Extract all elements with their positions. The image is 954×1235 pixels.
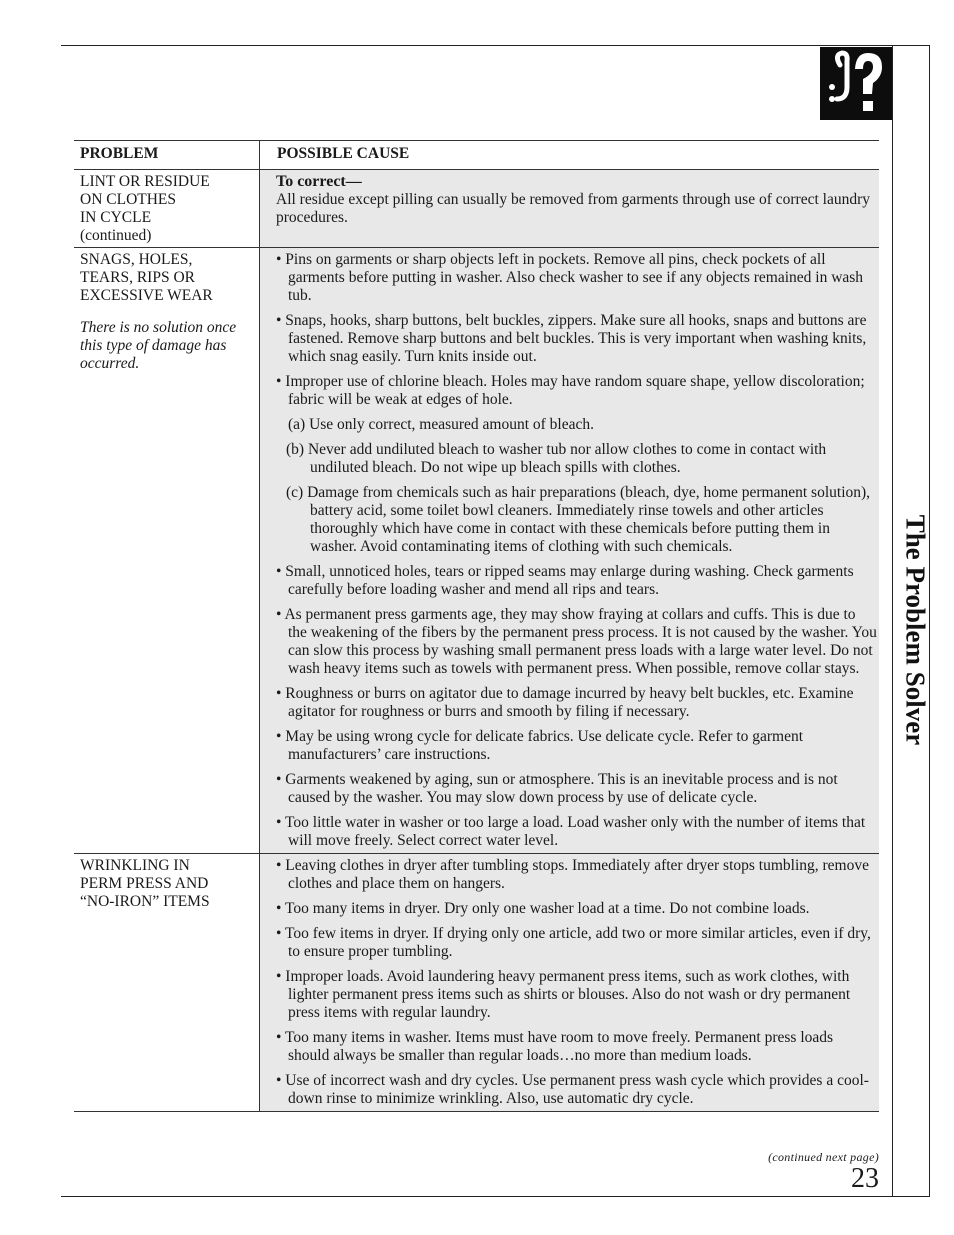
- problem-cell: WRINKLING IN PERM PRESS AND “NO-IRON” ITEMS: [74, 854, 260, 1112]
- list-item: • Leaving clothes in dryer after tumbling stops. Immediately after dryer stops tumbling, remove clothes and place them on hangers.: [276, 857, 869, 892]
- list-item: • Improper loads. Avoid laundering heavy permanent press items, such as work clothes, with lighter permanent press items such as shirts or blouses. Also do not wash or dry permanent press items with regular laundry.: [276, 968, 851, 1021]
- cause-cell: [260, 248, 880, 854]
- list-subitem: (b) Never add undiluted bleach to washer tub nor allow clothes to come in contact with undiluted bleach. Do not wipe up bleach spills with clothes.: [286, 441, 827, 476]
- list-item: • Improper use of chlorine bleach. Holes may have random square shape, yellow discoloration; fabric will be weak at edges of hole.: [276, 373, 865, 408]
- table-row: [74, 170, 879, 248]
- correct-text: All residue except pilling can usually be removed from garments through use of correct laundry procedures.: [276, 191, 870, 226]
- problem-cell: SNAGS, HOLES, TEARS, RIPS OR EXCESSIVE WEAR There is no solution once this type of damage has occurred.: [74, 248, 260, 854]
- question-mark-icon: [820, 47, 892, 120]
- table-row: [74, 854, 879, 1112]
- problem-table: [74, 140, 879, 1112]
- list-item: • Roughness or burrs on agitator due to damage incurred by heavy belt buckles, etc. Examine agitator for roughness or burrs and smooth by filing if necessary.: [276, 685, 854, 720]
- list-item: • May be using wrong cycle for delicate fabrics. Use delicate cycle. Refer to garment manufacturers’ care instructions.: [276, 728, 804, 763]
- list-item: • Too few items in dryer. If drying only one article, add two or more similar articles, even if dry, to ensure proper tumbling.: [276, 925, 871, 960]
- list-subitem: (c) Damage from chemicals such as hair preparations (bleach, dye, home permanent solution), battery acid, some toilet bowl cleaners. Immediately rinse towels and other articles thoroughly which have come in contact with these chemicals before putting them in washer. Avoid contaminating items of clothing with such chemicals.: [286, 484, 871, 555]
- problem-cell: LINT OR RESIDUE ON CLOTHES IN CYCLE (continued): [74, 170, 260, 248]
- list-item: • As permanent press garments age, they may show fraying at collars and cuffs. This is due to the weakening of the fibers by the permanent press process. It is not caused by the washer. You can slow this process by washing small permanent press loads with a large water level. Do not wash heavy items such as towels with permanent press. When possible, remove collar stays.: [276, 606, 877, 677]
- list-item: • Use of incorrect wash and dry cycles. Use permanent press wash cycle which provides a cool-down rinse to minimize wrinkling. Also, use automatic dry cycle.: [276, 1072, 869, 1107]
- cause-cell: [260, 170, 880, 248]
- cause-cell: [260, 854, 880, 1112]
- cause-column-header: POSSIBLE CAUSE: [260, 141, 880, 170]
- list-item: • Small, unnoticed holes, tears or ripped seams may enlarge during washing. Check garments carefully before loading washer and mend all rips and tears.: [276, 563, 854, 598]
- list-subitem: (a) Use only correct, measured amount of bleach.: [288, 416, 594, 433]
- list-item: • Pins on garments or sharp objects left in pockets. Remove all pins, check pockets of all garments before putting in washer. Also check washer to see if any objects remained in wash tub.: [276, 251, 864, 304]
- table-row: [74, 248, 879, 854]
- list-item: • Too many items in dryer. Dry only one washer load at a time. Do not combine loads.: [276, 900, 810, 917]
- problem-column-header: PROBLEM: [74, 141, 260, 170]
- list-item: • Snaps, hooks, sharp buttons, belt buckles, zippers. Make sure all hooks, snaps and buttons are fastened. Remove sharp buttons and belt buckles. This is very important when washing knits, which snag easily. Turn knits inside out.: [276, 312, 867, 365]
- section-title-vertical: The Problem Solver: [900, 514, 931, 746]
- list-item: • Garments weakened by aging, sun or atmosphere. This is an inevitable process and is not caused by the washer. You may slow down process by use of delicate cycle.: [276, 771, 838, 806]
- problem-note: There is no solution once this type of damage has occurred.: [80, 319, 237, 372]
- bottom-rule: [61, 1196, 930, 1197]
- table-header: [74, 141, 879, 170]
- list-item: • Too little water in washer or too large a load. Load washer only with the number of items that will move freely. Select correct water level.: [276, 814, 866, 849]
- correct-heading: To correct—: [276, 173, 362, 190]
- list-item: • Too many items in washer. Items must have room to move freely. Permanent press loads should always be smaller than regular loads…no more than medium loads.: [276, 1029, 834, 1064]
- top-rule: [61, 45, 930, 46]
- page-number: 23: [851, 1163, 879, 1194]
- continued-note: (continued next page): [768, 1150, 879, 1164]
